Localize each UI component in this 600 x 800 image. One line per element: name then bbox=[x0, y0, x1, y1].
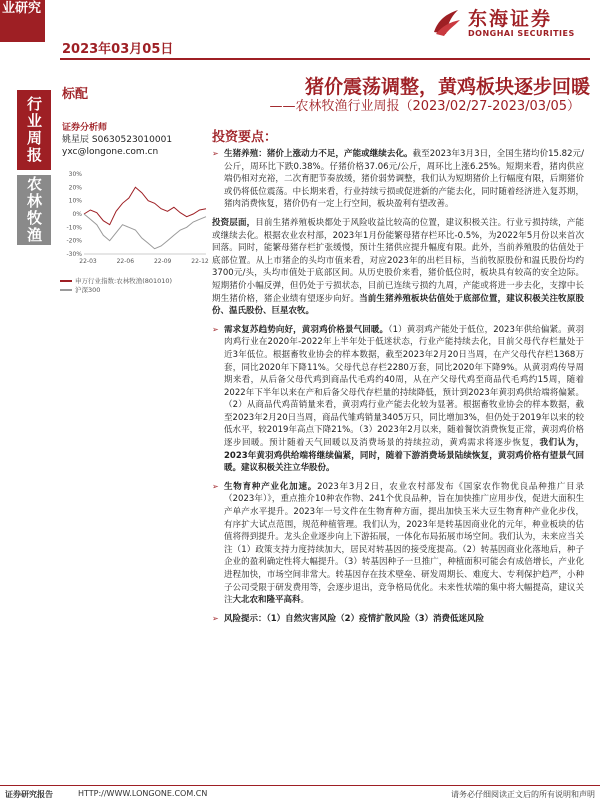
chart-legend bbox=[60, 277, 210, 295]
corner-category-tag: 业研究 bbox=[0, 0, 45, 42]
analyst-label: 证券分析师 bbox=[62, 123, 108, 133]
risk-warning: ➢ 风险提示：（1）自然灾害风险（2）疫情扩散风险（3）消费低迷风险 bbox=[212, 613, 584, 626]
y-tick-label: -10% bbox=[66, 224, 82, 232]
x-tick-label: 22-09 bbox=[153, 258, 172, 265]
x-tick-label: 22-03 bbox=[79, 258, 97, 265]
logo-name-en: DONGHAI SECURITIES bbox=[468, 29, 575, 38]
y-tick-label: 10% bbox=[68, 197, 82, 205]
y-tick-label: 20% bbox=[68, 184, 82, 192]
sidebar-category: 行业周报 bbox=[17, 90, 51, 170]
footer-disclaimer: 请务必仔细阅读正文后的所有说明和声明 bbox=[451, 790, 595, 799]
y-tick-label: -20% bbox=[66, 237, 82, 245]
rating-label: 标配 bbox=[62, 87, 89, 102]
x-tick-label: 22-06 bbox=[116, 258, 135, 265]
footer-divider bbox=[0, 785, 600, 786]
analyst-name: 姚星辰 bbox=[62, 135, 90, 145]
footer-website[interactable]: HTTP://WWW.LONGONE.COM.CN bbox=[78, 789, 208, 798]
company-logo bbox=[430, 4, 590, 44]
legend-item-index: 沪深300 bbox=[60, 286, 210, 295]
y-tick-label: -30% bbox=[66, 251, 82, 258]
header-divider bbox=[60, 58, 590, 60]
chart-svg bbox=[60, 168, 210, 268]
performance-chart bbox=[60, 168, 210, 268]
sidebar-sector: 农林牧渔 bbox=[17, 175, 51, 245]
y-tick-label: 30% bbox=[68, 171, 82, 178]
paragraph-broiler: ➢ 需求复苏趋势向好，黄羽鸡价格景气回暖。（1）黄羽鸡产能处于低位，2023年供给偏紧。黄羽肉鸡行业在2020年-2022年上半年处于低迷状态，行业产能持续去化，目前父母代存栏量处于近3年低位。根据畜牧业协会的样本数据，截至2023年2月20日当周，在产父母代存栏1368万套，同比2020年下降11%。父母代总存栏2280万套，同比2020年下降9%。从黄羽鸡传导周期来看，从后备父母代鸡到商品代毛鸡约40周，从在产父母代鸡至商品代毛鸡约15周，随着2022年下半年以来在产和后备父母代存栏量的持续降低，预计到2023年黄羽鸡供给端将偏紧。（2）从商品代鸡苗销量来看，黄羽鸡行业产能去化较为显著。根据畜牧业协会的样本数据，截至2023年2月20日当周，商品代雏鸡销量3405万只，同比增加3%，但仍处于2019年以来的较低水平，较2019年高点下降21%。（3）2023年2月以来，随着餐饮消费恢复正常，黄羽鸡价格逐步回暖。预计随着天气回暖以及消费场景的持续拉动，黄鸡需求将逐步恢复，我们认为，2023年黄羽鸡供给端将继续偏紧，同时，随着下游消费场景陆续恢复，黄羽鸡价格有望景气回暖。建议积极关注立华股份。 bbox=[212, 324, 584, 475]
paragraph-investment: 投资层面，目前生猪养殖板块都处于风险收益比较高的位置，建议积极关注。行业亏损持续，产能或继续去化。根据农业农村部，2023年1月份能繁母猪存栏环比-0.5%，为2022年5月份以来首次回落。同时，能繁母猪存栏扩张缓慢，预计生猪供应提升幅度有限。此外，当前养殖股的估值处于底部位置。从上市猪企的头均市值来看，对应2023年的出栏目标，当前牧原股份和温氏股份均约3700元/头，头均市值处于底部区间。从历史股价来看，猪价低位时，板块具有较高的安全边际。短期猪价小幅反弹，但仍处于亏损状态，目前已连续亏损约九周，产能或将进一步去化，支撑中长期生猪价格，猪企业绩有望逐步向好。当前生猪养殖板块估值处于底部位置，建议积极关注牧原股份、温氏股份、巨星农牧。 bbox=[212, 217, 584, 317]
section-title: 投资要点： bbox=[212, 130, 278, 145]
paragraph-seed: ➢ 生物育种产业化加速。2023年3月2日，农业农村部发布《国家农作物优良品种推广目录（2023年）》，重点推介10种农作物、241个优良品种，旨在加快推广应用步伐，促进大面积生产单产水平提升。2023年一号文件在生物育种方面，提出加快玉米大豆生物育种产业化步伐，有序扩大试点范围，规范种植管理。我们认为，2023年是转基因商业化的元年，种业板块的估值将得到提升。龙头企业逐步向上下游拓展，一体化布局拓展市场空间。我们认为，未来应当关注（1）政策支持力度持续加大，居民对转基因的接受度提高。（2）转基因商业化落地后，种子企业的盈利确定性将大幅提升。（3）转基因种子一旦推广，种植面积可能会有成倍增长，产业化进程加快，市场空间非常大。转基因存在技术壁垒、研发周期长、难度大、专利保护趋严，小种子公司受限于研发费用等，会逐步退出，竞争格局优化。未来性状端的集中将大幅提高，建议关注大北农和隆平高科。 bbox=[212, 481, 584, 607]
logo-name-cn: 东海证券 bbox=[468, 8, 553, 30]
series-line-sector bbox=[84, 187, 206, 224]
legend-item-sector: 申万行业指数:农林牧渔(801010) bbox=[60, 277, 210, 286]
paragraph-hog: ➢ 生猪养殖：猪价上涨动力不足，产能或继续去化。截至2023年3月3日，全国生猪均价15.82元/公斤，周环比下跌0.38%。仔猪价格37.06元/公斤，周环比上涨6.25%。短期来看，猪肉供应端仍相对充裕，二次育肥节奏放缓，猪价弱势调整，我们认为短期猪价上行幅度有限，后期猪价或仍将低位震荡。中长期来看，行业持续亏损或促进新的产能去化，同时随着经济进入复苏期，猪肉消费恢复，猪价仍有一定上行空间，板块盈利有望改善。 bbox=[212, 148, 584, 211]
analyst-block bbox=[62, 122, 212, 158]
report-date: 2023年03月05日 bbox=[62, 42, 174, 57]
analyst-email[interactable]: yxc@longone.com.cn bbox=[62, 147, 159, 157]
x-tick-label: 22-12 bbox=[191, 258, 209, 265]
report-title: 猪价震荡调整，黄鸡板块逐步回暖 bbox=[304, 76, 590, 98]
footer-label: 证券研究报告 bbox=[5, 790, 53, 799]
logo-mark-icon bbox=[430, 6, 462, 38]
analyst-license: S0630523010001 bbox=[91, 135, 173, 145]
report-subtitle: ——农林牧渔行业周报（2023/02/27-2023/03/05） bbox=[269, 99, 580, 114]
y-tick-label: 0% bbox=[72, 211, 82, 218]
report-body bbox=[212, 148, 584, 631]
analyst-name-line bbox=[62, 134, 212, 146]
